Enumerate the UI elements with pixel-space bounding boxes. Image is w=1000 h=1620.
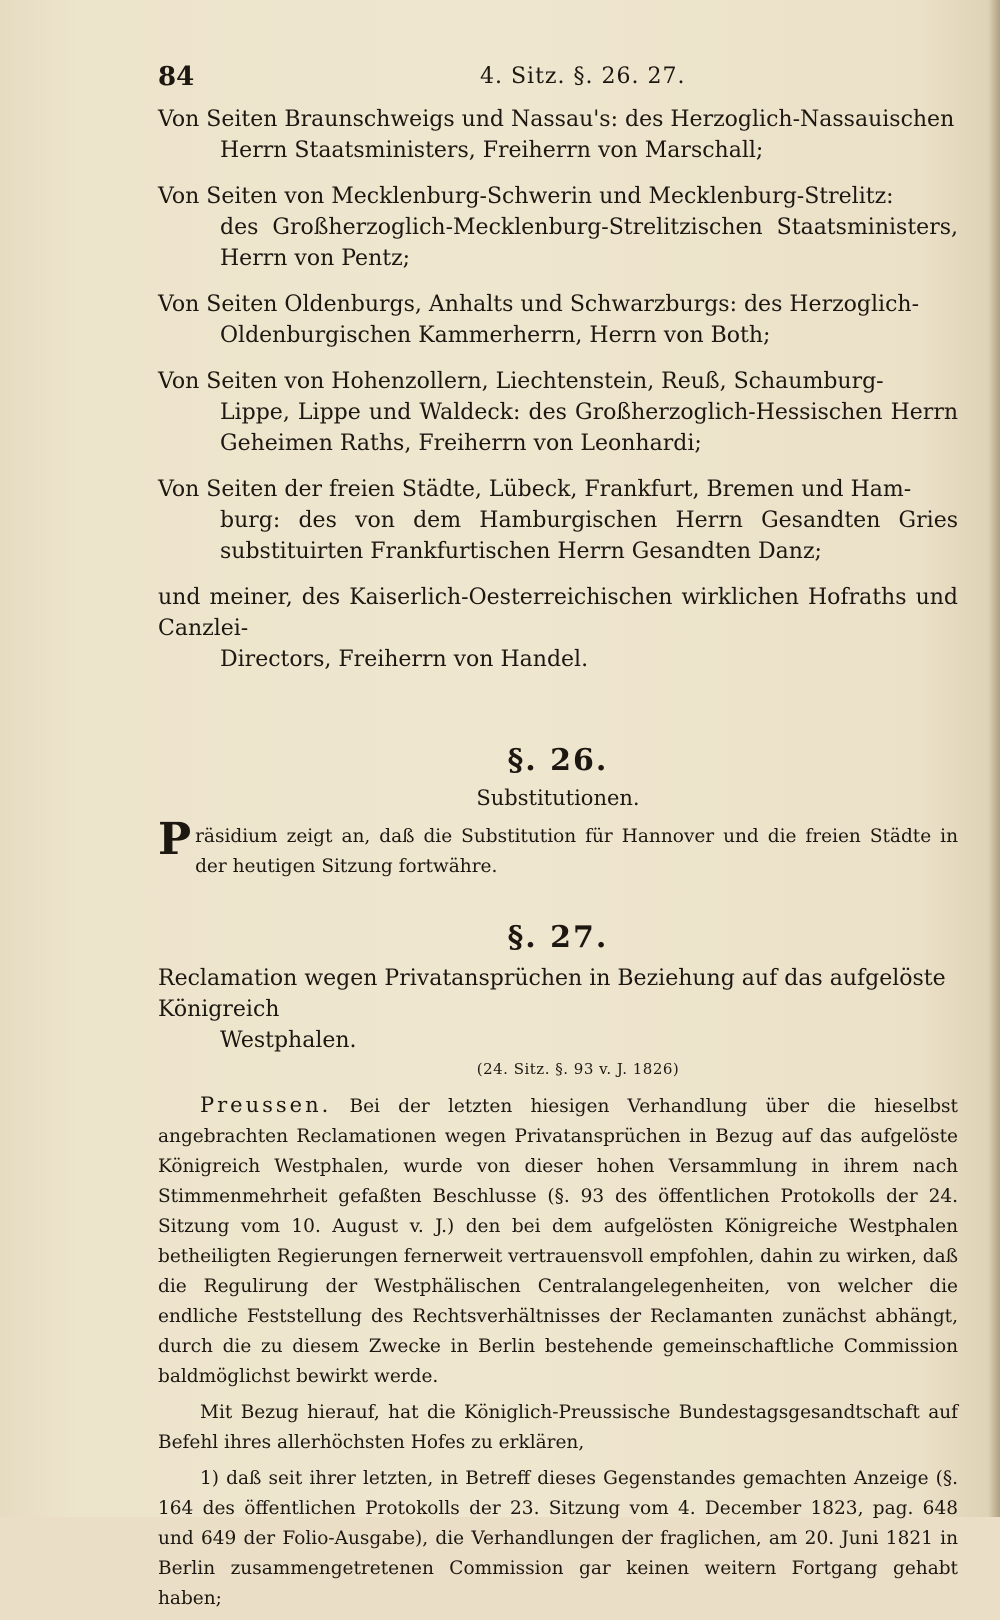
section-26-text [158,814,958,882]
delegate-line: Von Seiten von Mecklenburg-Schwerin und Mecklenburg-Strelitz: [158,184,894,209]
list-item: 1) daß seit ihrer letzten, in Betreff dieses Gegenstandes gemachten Anzeige (§. 164 des öffentlichen Protokolls der 23. Sitzung vom 4. December 1823, pag. 648 und 649 der Folio-Ausgabe), die Verhandlungen der fraglichen, am 20. Juni 1821 in Berlin zusammengetretenen Commission gar keinen weitern Fortgang gehabt haben; [158,1468,958,1609]
delegate-continuation: Directors, Freiherrn von Handel. [220,647,589,672]
delegate-line: Von Seiten Braunschweigs und Nassau's: des Herzoglich-Nassauischen [158,107,955,132]
delegate-entry [158,104,958,166]
page-number: 84 [158,62,195,92]
section-27-paragraph-1 [158,1090,958,1392]
section-27-paragraph-2: Mit Bezug hierauf, hat die Königlich-Preussische Bundestagsgesandtschaft auf Befehl ihres allerhöchsten Hofes zu erklären, [158,1402,958,1453]
drop-cap: P [158,814,192,865]
document-body [158,104,958,1620]
delegate-entry [158,289,958,351]
page-edge-shadow [988,0,1000,1517]
delegate-line: und meiner, des Kaiserlich-Oesterreichischen wirklichen Hofraths und Canzlei- [158,585,958,641]
delegate-continuation: des Großherzoglich-Mecklenburg-Strelitzischen Staatsministers, Herrn von Pentz; [220,215,958,271]
delegate-line: Von Seiten der freien Städte, Lübeck, Frankfurt, Bremen und Ham- [158,477,912,502]
section-26-title: §. 26. [507,743,609,778]
section-27-title: §. 27. [507,920,609,955]
delegate-entry [158,582,958,675]
delegate-entry [158,474,958,567]
delegate-continuation: Oldenburgischen Kammerherrn, Herrn von Both; [220,323,771,348]
section-27-subtitle-line: Reclamation wegen Privatansprüchen in Beziehung auf das aufgelöste Königreich [158,966,946,1022]
delegate-entry [158,366,958,459]
cross-reference: (24. Sitz. §. 93 v. J. 1826) [476,1060,680,1078]
section-26 [158,743,958,882]
running-head: 4. Sitz. §. 26. 27. [480,64,686,89]
section-27-subtitle [158,963,958,1056]
delegate-continuation: burg: des von dem Hamburgischen Herrn Gesandten Gries substituirten Frankfurtischen Herrn Gesandten Danz; [220,508,958,564]
section-26-subtitle: Substitutionen. [476,786,640,810]
section-27-subtitle-continuation: Westphalen. [220,1028,357,1053]
page-header [158,62,958,96]
delegate-continuation: Herrn Staatsministers, Freiherrn von Marschall; [220,138,764,163]
section-27 [158,920,958,1614]
delegate-entry [158,181,958,274]
section-26-body: räsidium zeigt an, daß die Substitution für Hannover und die freien Städte in der heutigen Sitzung fortwähre. [195,826,958,877]
delegate-line: Von Seiten von Hohenzollern, Liechtenstein, Reuß, Schaumburg- [158,369,884,394]
state-name: Preussen. [200,1093,332,1117]
paragraph-text: Bei der letzten hiesigen Verhandlung über die hieselbst angebrachten Reclamationen wegen Privatansprüchen in Bezug auf das aufgelöste Königreich Westphalen, wurde von dieser hohen Versammlung in ihrem nach Stimmenmehrheit gefaßten Beschlusse (§. 93 des öffentlichen Protokolls der 24. Sitzung vom 10. August v. J.) den bei dem aufgelösten Königreiche Westphalen betheiligten Regierungen fernerweit vertrauensvoll empfohlen, dahin zu wirken, daß die Regulirung der Westphälischen Centralangelegenheiten, von welcher die endliche Feststellung des Rechtsverhältnisses der Reclamanten zunächst abhängt, durch die zu diesem Zwecke in Berlin bestehende gemeinschaftliche Commission baldmöglichst bewirkt werde. [158,1096,958,1387]
delegate-line: Von Seiten Oldenburgs, Anhalts und Schwarzburgs: des Herzoglich- [158,292,919,317]
delegate-continuation: Lippe, Lippe und Waldeck: des Großherzoglich-Hessischen Herrn Geheimen Raths, Freiherrn von Leonhardi; [220,400,958,456]
